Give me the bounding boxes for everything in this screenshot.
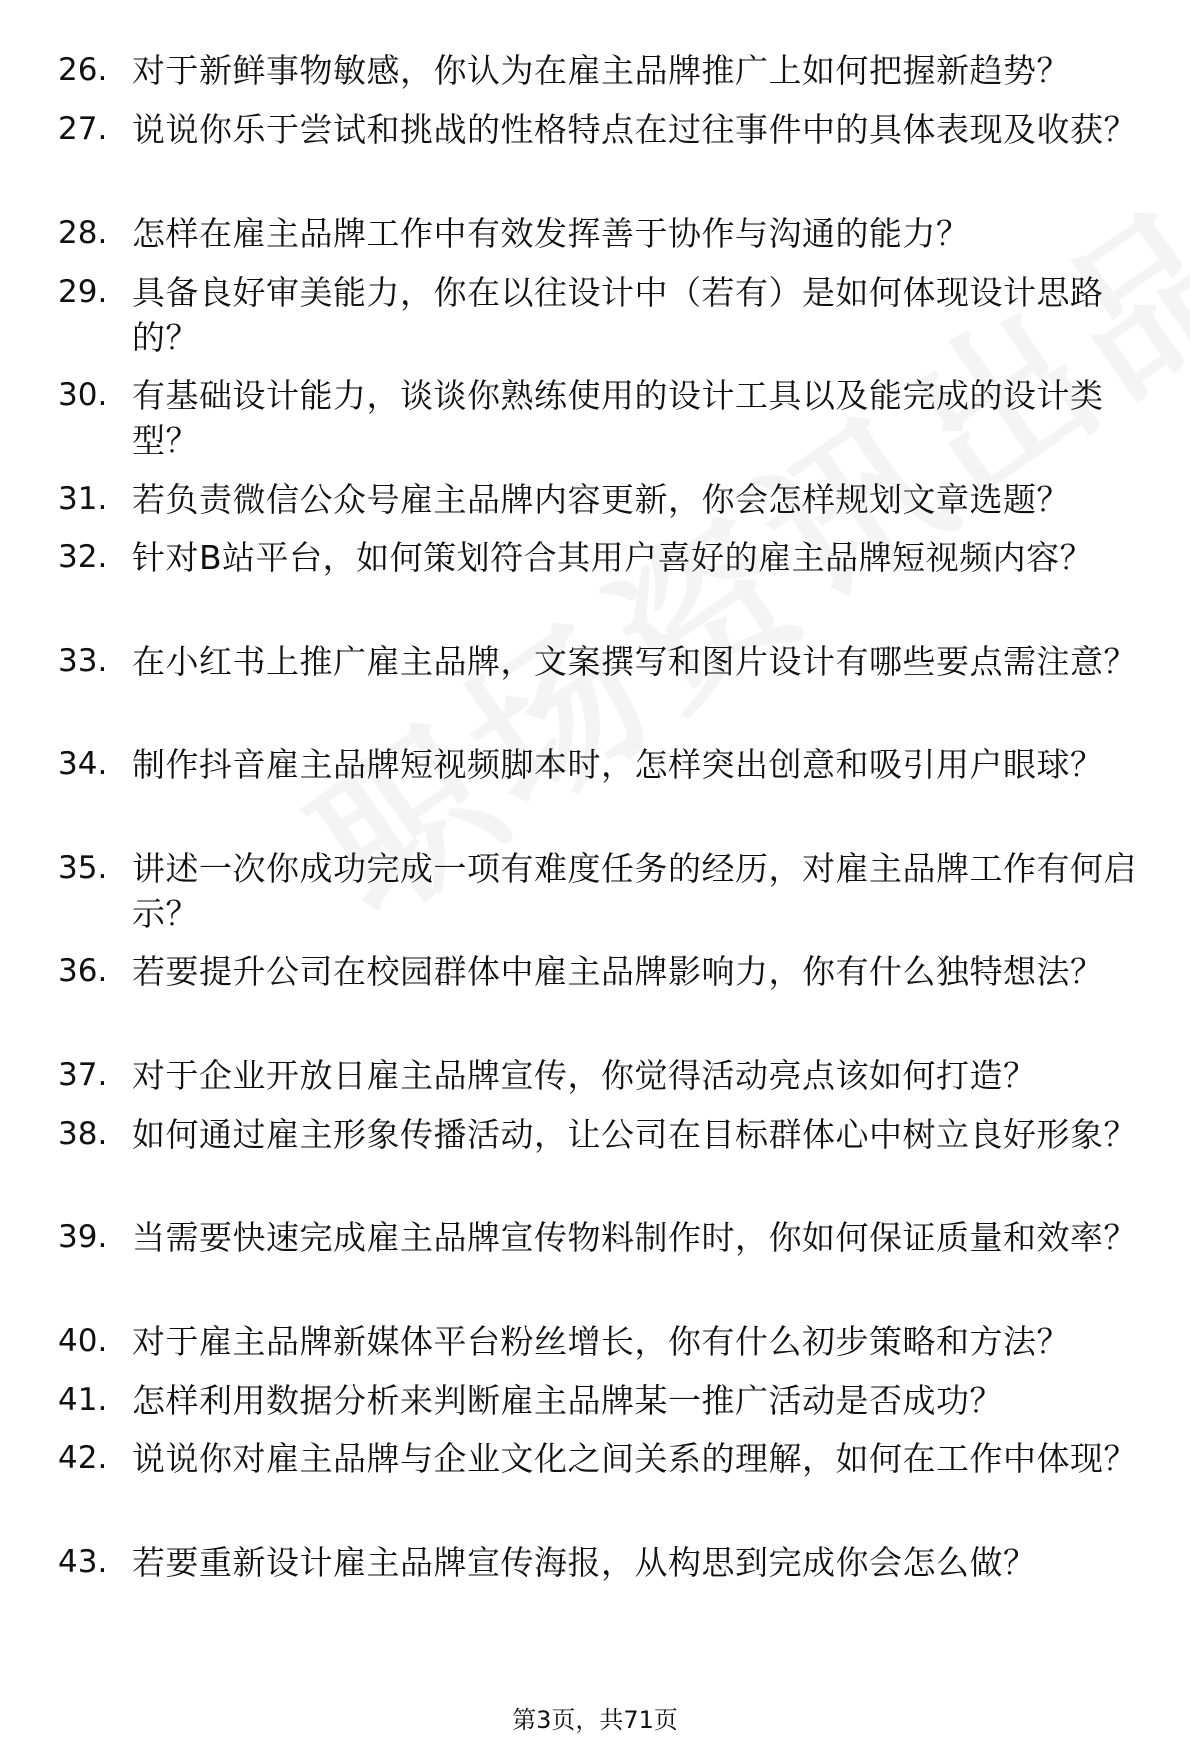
- question-number: 34.: [58, 746, 108, 782]
- list-item: [58, 639, 1148, 684]
- question-text: 对于企业开放日雇主品牌宣传，你觉得活动亮点该如何打造？: [132, 1056, 1037, 1095]
- list-item: [58, 535, 1148, 580]
- question-number: 32.: [58, 539, 108, 575]
- page-number: 第3页，共71页: [512, 1706, 678, 1734]
- list-item: [58, 107, 1148, 152]
- question-number: 35.: [58, 850, 108, 886]
- question-text: 怎样利用数据分析来判断雇主品牌某一推广活动是否成功？: [132, 1381, 1003, 1420]
- question-text: 对于新鲜事物敏感，你认为在雇主品牌推广上如何把握新趋势？: [132, 51, 1070, 90]
- question-number: 40.: [58, 1323, 108, 1359]
- question-number: 42.: [58, 1440, 108, 1476]
- list-item: [58, 48, 1148, 93]
- question-text: 对于雇主品牌新媒体平台粉丝增长，你有什么初步策略和方法？: [132, 1322, 1070, 1361]
- question-text: 怎样在雇主品牌工作中有效发挥善于协作与沟通的能力？: [132, 214, 970, 253]
- question-text: 讲述一次你成功完成一项有难度任务的经历，对雇主品牌工作有何启示？: [132, 849, 1137, 933]
- list-item: [58, 1540, 1148, 1585]
- question-number: 33.: [58, 643, 108, 679]
- question-text: 具备良好审美能力，你在以往设计中（若有）是如何体现设计思路的？: [132, 273, 1104, 357]
- list-item: [58, 211, 1148, 256]
- question-number: 28.: [58, 215, 108, 251]
- question-number: 26.: [58, 52, 108, 88]
- list-item: [58, 846, 1148, 936]
- list-item: [58, 1112, 1148, 1157]
- question-number: 39.: [58, 1219, 108, 1255]
- question-text: 说说你乐于尝试和挑战的性格特点在过往事件中的具体表现及收获？: [132, 110, 1137, 149]
- question-number: 27.: [58, 111, 108, 147]
- list-item: [58, 1378, 1148, 1423]
- question-number: 38.: [58, 1116, 108, 1152]
- list-item: [58, 949, 1148, 994]
- question-number: 37.: [58, 1057, 108, 1093]
- list-item: [58, 1436, 1148, 1481]
- list-item: [58, 477, 1148, 522]
- question-number: 36.: [58, 953, 108, 989]
- list-item: [58, 1215, 1148, 1260]
- question-number: 30.: [58, 377, 108, 413]
- question-number: 31.: [58, 481, 108, 517]
- question-text: 如何通过雇主形象传播活动，让公司在目标群体心中树立良好形象？: [132, 1115, 1137, 1154]
- question-text: 在小红书上推广雇主品牌，文案撰写和图片设计有哪些要点需注意？: [132, 642, 1137, 681]
- list-item: [58, 270, 1148, 360]
- list-item: [58, 1319, 1148, 1364]
- question-number: 41.: [58, 1382, 108, 1418]
- list-item: [58, 373, 1148, 463]
- question-text: 制作抖音雇主品牌短视频脚本时，怎样突出创意和吸引用户眼球？: [132, 745, 1104, 784]
- question-text: 若要重新设计雇主品牌宣传海报，从构思到完成你会怎么做？: [132, 1543, 1037, 1582]
- question-text: 当需要快速完成雇主品牌宣传物料制作时，你如何保证质量和效率？: [132, 1218, 1137, 1257]
- question-text: 若负责微信公众号雇主品牌内容更新，你会怎样规划文章选题？: [132, 480, 1070, 519]
- question-text: 针对B站平台，如何策划符合其用户喜好的雇主品牌短视频内容？: [132, 538, 1094, 577]
- question-number: 29.: [58, 274, 108, 310]
- question-text: 说说你对雇主品牌与企业文化之间关系的理解，如何在工作中体现？: [132, 1439, 1137, 1478]
- list-item: [58, 1053, 1148, 1098]
- question-number: 43.: [58, 1544, 108, 1580]
- question-text: 若要提升公司在校园群体中雇主品牌影响力，你有什么独特想法？: [132, 952, 1104, 991]
- list-item: [58, 742, 1148, 787]
- question-text: 有基础设计能力，谈谈你熟练使用的设计工具以及能完成的设计类型？: [132, 376, 1104, 460]
